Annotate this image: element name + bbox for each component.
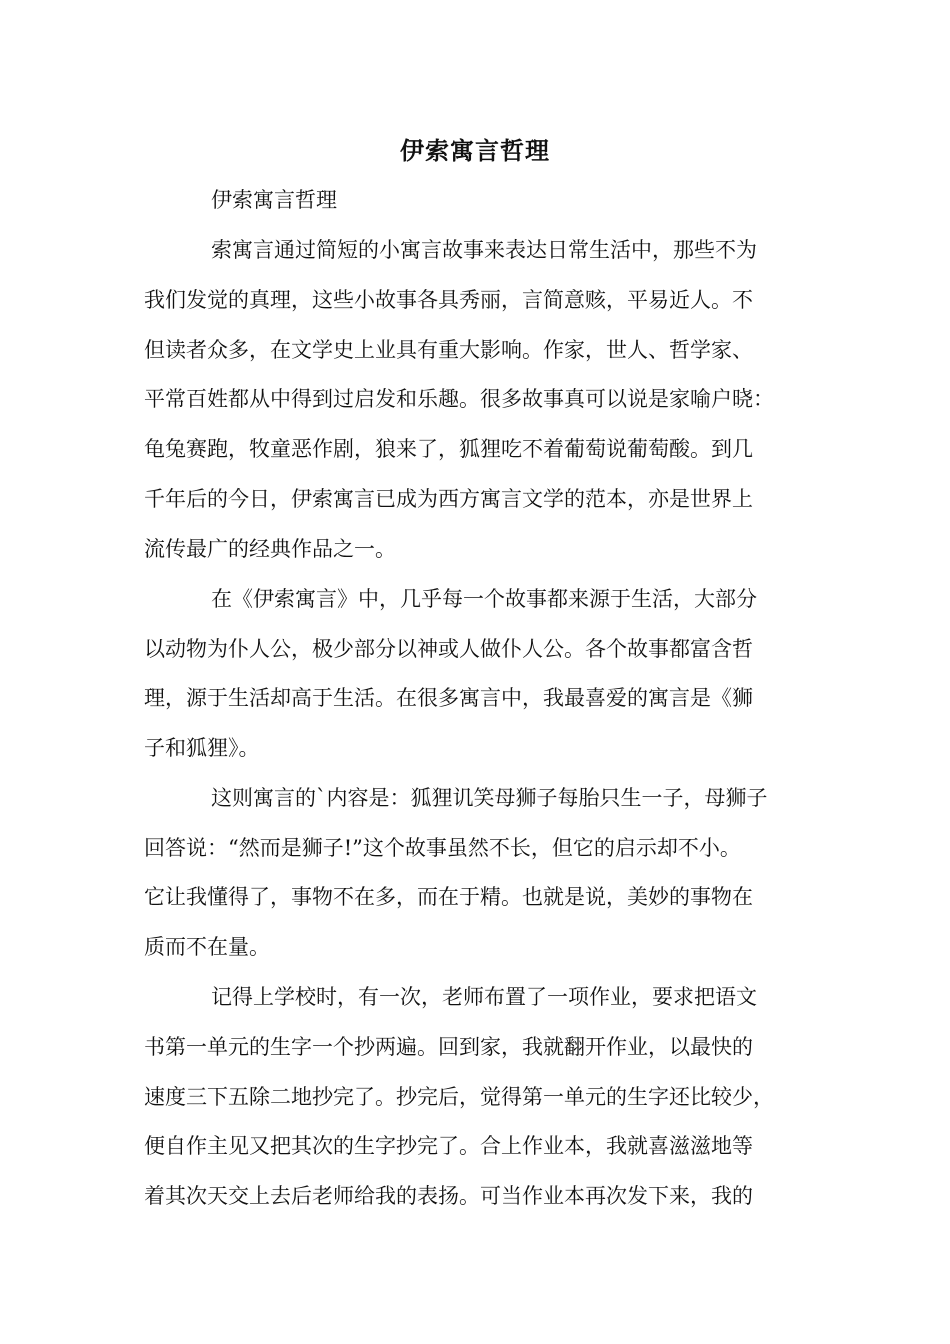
text-line: 龟兔赛跑，牧童恶作剧，狼来了，狐狸吃不着葡萄说葡萄酸。到几 (144, 437, 753, 461)
text-line: 记得上学校时，有一次，老师布置了一项作业，要求把语文 (211, 985, 757, 1009)
text-line: 在《伊索寓言》中，几乎每一个故事都来源于生活，大部分 (211, 587, 757, 611)
text-line: 理，源于生活却高于生活。在很多寓言中，我最喜爱的寓言是《狮 (144, 686, 753, 710)
text-line: 速度三下五除二地抄完了。抄完后，觉得第一单元的生字还比较少， (144, 1085, 774, 1109)
text-line: 千年后的今日，伊索寓言已成为西方寓言文学的范本，亦是世界上 (144, 487, 753, 511)
text-line: 它让我懂得了，事物不在多，而在于精。也就是说，美妙的事物在 (144, 885, 753, 909)
document-subtitle: 伊索寓言哲理 (211, 188, 337, 212)
text-line: 子和狐狸》。 (144, 736, 260, 760)
text-line: 以动物为仆人公，极少部分以神或人做仆人公。各个故事都富含哲 (144, 637, 753, 661)
text-line: 便自作主见又把其次的生字抄完了。合上作业本，我就喜滋滋地等 (144, 1134, 753, 1158)
text-line: 质而不在量。 (144, 935, 270, 959)
text-line: 索寓言通过简短的小寓言故事来表达日常生活中，那些不为 (211, 238, 757, 262)
text-line: 回答说：“然而是狮子!”这个故事虽然不长，但它的启示却不小。 (144, 836, 741, 860)
text-line: 平常百姓都从中得到过启发和乐趣。很多故事真可以说是家喻户晓： (144, 387, 774, 411)
text-line: 书第一单元的生字一个抄两遍。回到家，我就翻开作业，以最快的 (144, 1035, 753, 1059)
text-line: 但读者众多，在文学史上业具有重大影响。作家，世人、哲学家、 (144, 338, 753, 362)
text-line: 流传最广的经典作品之一。 (144, 537, 396, 561)
text-line: 我们发觉的真理，这些小故事各具秀丽，言简意赅，平易近人。不 (144, 288, 753, 312)
document-title: 伊索寓言哲理 (400, 136, 550, 165)
text-line: 着其次天交上去后老师给我的表扬。可当作业本再次发下来，我的 (144, 1184, 753, 1208)
text-line: 这则寓言的`内容是：狐狸讥笑母狮子每胎只生一子，母狮子 (211, 786, 768, 810)
